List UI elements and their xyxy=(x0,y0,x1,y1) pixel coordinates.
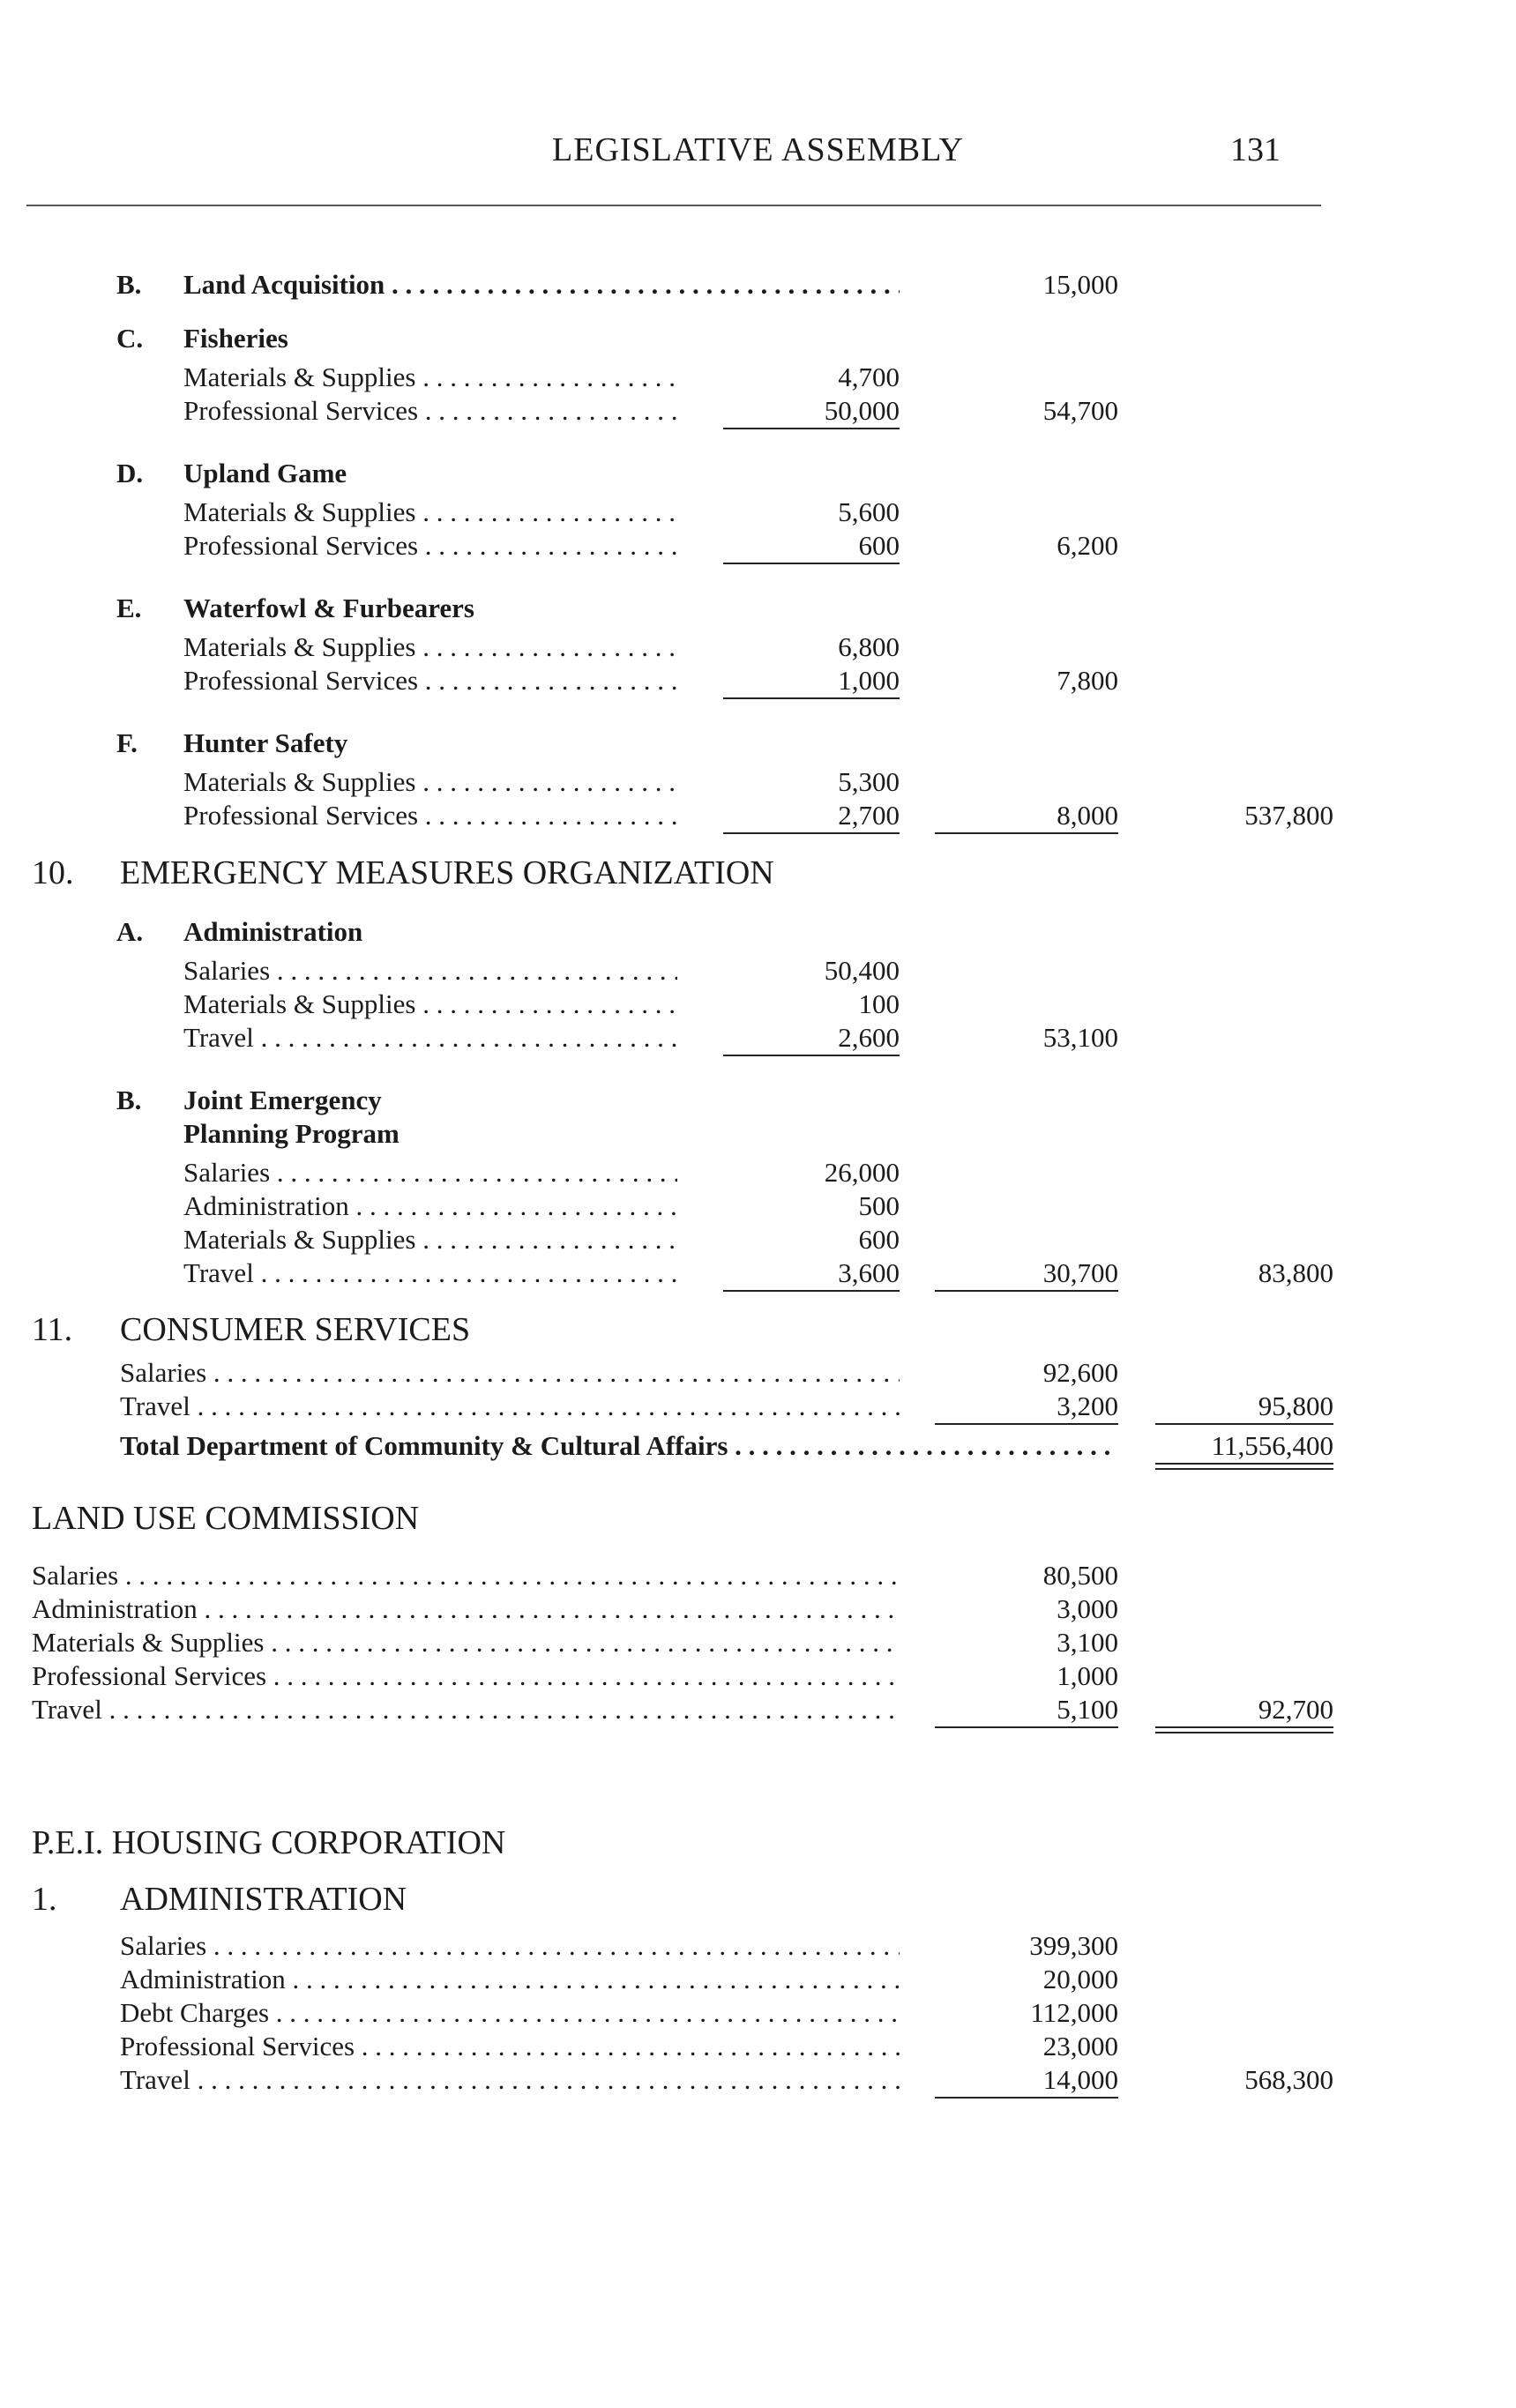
item-amount: 26,000 xyxy=(824,1157,900,1188)
line-item xyxy=(0,1996,1516,2030)
section-letter: B. xyxy=(116,269,142,300)
item-label: Travel . . . xyxy=(32,1693,900,1726)
section-heading: LAND USE COMMISSION xyxy=(32,1500,420,1537)
item-amount: 4,700 xyxy=(838,362,900,392)
item-label: Materials & Supplies . . . xyxy=(183,765,677,799)
page-number: 131 xyxy=(1230,131,1281,168)
line-item xyxy=(0,1626,1516,1659)
item-label: Materials & Supplies . . . xyxy=(183,496,677,529)
line-item xyxy=(0,1559,1516,1592)
section-number: 11. xyxy=(32,1311,73,1348)
section-title: Land Acquisition . . . xyxy=(183,268,900,302)
item-label: Salaries . . . xyxy=(183,954,677,988)
department-total-label: Total Department of Community & Cultural Affairs . . . xyxy=(120,1429,1116,1463)
line-item xyxy=(0,1693,1516,1726)
item-amount: 112,000 xyxy=(1030,1997,1118,2028)
item-amount: 2,700 xyxy=(697,799,900,832)
item-label: Professional Services . . . xyxy=(183,799,677,832)
item-amount: 3,100 xyxy=(1057,1627,1118,1658)
item-amount: 3,200 xyxy=(908,1390,1118,1423)
grand-total: 92,700 xyxy=(1129,1693,1333,1726)
section-letter: D. xyxy=(116,458,144,488)
item-label: Professional Services . . . xyxy=(183,394,677,428)
item-label: Materials & Supplies . . . xyxy=(183,630,677,664)
line-item xyxy=(0,954,1516,988)
grand-total: 95,800 xyxy=(1129,1390,1333,1423)
line-item xyxy=(0,1659,1516,1693)
item-amount: 50,400 xyxy=(824,955,900,986)
department-total-row xyxy=(0,1429,1516,1463)
item-amount: 80,500 xyxy=(1042,1560,1118,1591)
item-amount: 3,600 xyxy=(697,1256,900,1290)
item-amount: 6,800 xyxy=(838,631,900,662)
section-total: 8,000 xyxy=(908,799,1118,832)
item-amount: 1,000 xyxy=(697,664,900,697)
line-item xyxy=(0,799,1516,832)
item-label: Salaries . . . xyxy=(32,1559,900,1592)
section-title: Administration xyxy=(183,916,363,947)
item-amount: 2,600 xyxy=(697,1021,900,1055)
item-label: Salaries . . . xyxy=(120,1929,900,1963)
item-amount: 14,000 xyxy=(908,2063,1118,2097)
grand-total: 537,800 xyxy=(1244,800,1333,831)
item-amount: 100 xyxy=(858,988,900,1019)
item-label: Salaries . . . xyxy=(183,1156,677,1189)
line-item xyxy=(0,988,1516,1021)
item-label: Professional Services . . . xyxy=(32,1659,900,1693)
section-letter: A. xyxy=(116,916,144,947)
item-amount: 23,000 xyxy=(1042,2031,1118,2061)
item-label: Travel . . . xyxy=(120,2063,900,2097)
item-label: Travel . . . xyxy=(120,1390,900,1423)
item-label: Professional Services . . . xyxy=(183,529,677,563)
item-amount: 5,300 xyxy=(838,766,900,797)
section-title: Fisheries xyxy=(183,323,288,354)
item-label: Materials & Supplies . . . xyxy=(32,1626,900,1659)
item-amount: 399,300 xyxy=(1029,1930,1118,1961)
land-acquisition-row xyxy=(0,268,1516,302)
line-item xyxy=(0,1390,1516,1423)
item-amount: 5,100 xyxy=(908,1693,1118,1726)
section-total: 30,700 xyxy=(908,1256,1118,1290)
item-amount: 1,000 xyxy=(1057,1660,1118,1691)
item-amount: 600 xyxy=(697,529,900,563)
section-letter: F. xyxy=(116,727,138,758)
section-heading: P.E.I. HOUSING CORPORATION xyxy=(32,1824,506,1861)
line-item xyxy=(0,1592,1516,1626)
item-label: Professional Services . . . xyxy=(120,2030,900,2063)
item-label: Travel . . . xyxy=(183,1021,677,1055)
grand-total: 568,300 xyxy=(1244,2064,1333,2095)
page-title: LEGISLATIVE ASSEMBLY xyxy=(552,131,964,168)
line-item xyxy=(0,1223,1516,1256)
line-item xyxy=(0,529,1516,563)
section-letter: E. xyxy=(116,593,142,623)
section-heading: EMERGENCY MEASURES ORGANIZATION xyxy=(120,854,774,891)
item-amount: 92,600 xyxy=(1042,1357,1118,1388)
header-rule xyxy=(26,205,1321,206)
line-item xyxy=(0,765,1516,799)
item-label: Materials & Supplies . . . xyxy=(183,988,677,1021)
section-heading: CONSUMER SERVICES xyxy=(120,1311,471,1348)
section-number: 10. xyxy=(32,854,74,891)
section-title: Upland Game xyxy=(183,458,347,488)
item-label: Debt Charges . . . xyxy=(120,1996,900,2030)
section-total: 54,700 xyxy=(1042,395,1118,426)
line-item xyxy=(0,1929,1516,1963)
line-item xyxy=(0,361,1516,394)
section-letter: C. xyxy=(116,323,144,354)
section-title-line2: Planning Program xyxy=(183,1118,400,1149)
section-heading: ADMINISTRATION xyxy=(120,1881,407,1918)
department-total-amount: 11,556,400 xyxy=(1129,1429,1333,1463)
section-letter: B. xyxy=(116,1085,142,1115)
section-total: 53,100 xyxy=(1042,1022,1118,1053)
item-label: Salaries . . . xyxy=(120,1356,900,1390)
line-item xyxy=(0,1156,1516,1189)
section-total: 15,000 xyxy=(1042,269,1118,300)
section-number: 1. xyxy=(32,1881,57,1918)
line-item xyxy=(0,664,1516,697)
line-item xyxy=(0,1256,1516,1290)
item-label: Professional Services . . . xyxy=(183,664,677,697)
line-item xyxy=(0,496,1516,529)
item-amount: 3,000 xyxy=(1057,1593,1118,1624)
grand-total: 83,800 xyxy=(1258,1257,1333,1288)
line-item xyxy=(0,1356,1516,1390)
line-item xyxy=(0,630,1516,664)
section-total: 7,800 xyxy=(1057,665,1118,696)
item-label: Administration . . . xyxy=(183,1189,677,1223)
line-item xyxy=(0,2063,1516,2097)
section-title: Waterfowl & Furbearers xyxy=(183,593,474,623)
line-item xyxy=(0,394,1516,428)
item-label: Administration . . . xyxy=(120,1963,900,1996)
section-title: Hunter Safety xyxy=(183,727,348,758)
item-label: Materials & Supplies . . . xyxy=(183,1223,677,1256)
line-item xyxy=(0,1189,1516,1223)
section-total: 6,200 xyxy=(1057,530,1118,561)
section-title: Joint Emergency xyxy=(183,1085,382,1115)
line-item xyxy=(0,1963,1516,1996)
item-amount: 50,000 xyxy=(697,394,900,428)
item-amount: 500 xyxy=(858,1190,900,1221)
item-label: Administration . . . xyxy=(32,1592,900,1626)
item-amount: 20,000 xyxy=(1042,1964,1118,1994)
item-amount: 5,600 xyxy=(838,496,900,527)
item-label: Travel . . . xyxy=(183,1256,677,1290)
item-amount: 600 xyxy=(858,1224,900,1255)
item-label: Materials & Supplies . . . xyxy=(183,361,677,394)
line-item xyxy=(0,2030,1516,2063)
line-item xyxy=(0,1021,1516,1055)
